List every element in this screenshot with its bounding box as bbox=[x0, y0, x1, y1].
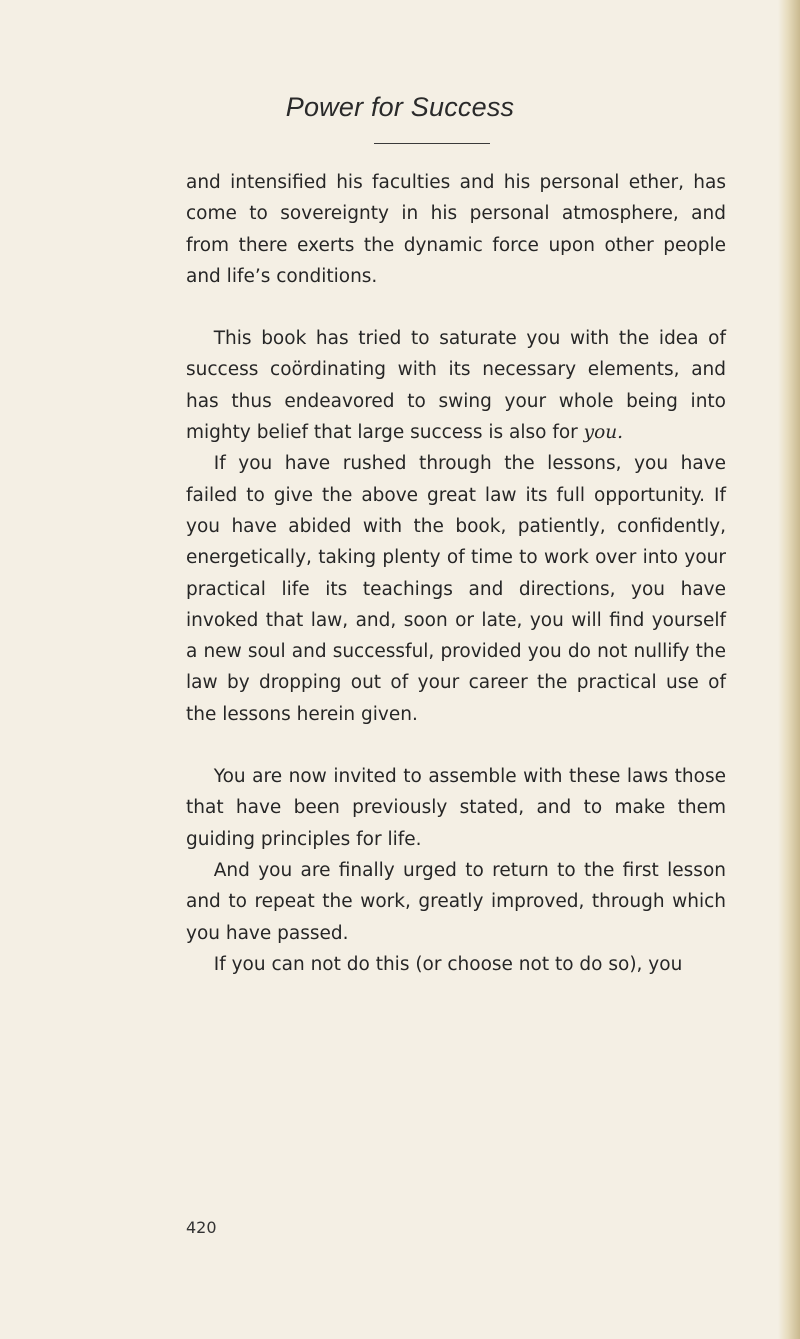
paragraph-rushed-lessons: If you have rushed through the lessons, you have failed to give the above great law its full opportunity. If you have abided with the book, patiently, confidently, energetically, taking plenty of time to work over into your practical life its teachings and directions, you have invoked that law, and, soon or late, you will find yourself a new soul and successful, provided you do not nullify the law by dropping out of your career the practical use of the lessons herein given. bbox=[186, 453, 726, 725]
header-rule bbox=[374, 143, 490, 144]
running-title: Power for Success bbox=[285, 92, 515, 122]
paragraph-return-first-lesson: And you are finally urged to return to the first lesson and to repeat the work, greatly improved, through which you have passed. bbox=[186, 859, 726, 944]
body-text bbox=[186, 167, 726, 980]
page-number: 420 bbox=[186, 1218, 217, 1237]
page-edge-shadow bbox=[778, 0, 800, 1339]
paragraph-book-purpose bbox=[186, 323, 726, 448]
paragraph-book-purpose-text: This book has tried to saturate you with the idea of success coördinating with its necessary elements, and has thus endeavored to swing your whole being into mighty belief that large success is also for bbox=[186, 328, 726, 444]
paragraph-continuation: and intensified his faculties and his personal ether, has come to sovereignty in his personal atmosphere, and from there exerts the dynamic force upon other people and life’s conditions. bbox=[186, 172, 726, 287]
emphasis-you: you. bbox=[583, 422, 624, 444]
paragraph-assemble-laws: You are now invited to assemble with these laws those that have been previously stated, and to make them guiding principles for life. bbox=[186, 766, 726, 850]
paragraph-if-you-can-not: If you can not do this (or choose not to do so), you bbox=[213, 953, 683, 975]
